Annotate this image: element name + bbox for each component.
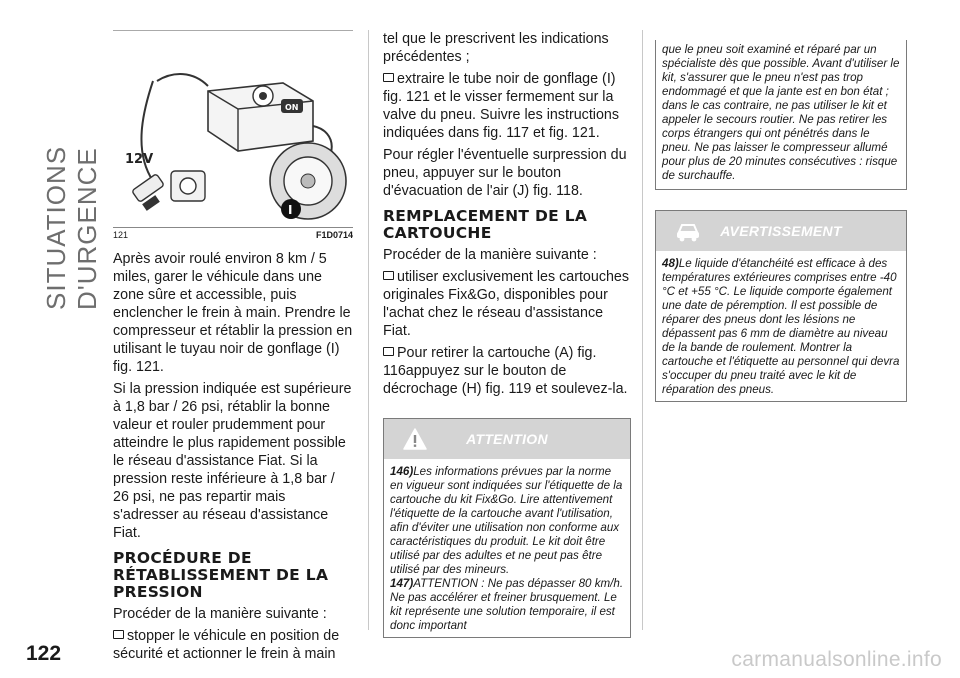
warning-content: [656, 251, 906, 401]
note-text: ATTENTION : Ne pas dépasser 80 km/h. Ne pas accélérer et freiner brusquement. Le kit représente une solution temporaire, il est donc important: [390, 577, 624, 632]
bullet-text: extraire le tube noir de gonflage (I) fig. 121 et le visser fermement sur la valve du pneu. Suivre les instructions indiquées dans fig. 117 et fig. 121.: [383, 71, 620, 141]
attention-item: [390, 465, 624, 577]
watermark: carmanualsonline.info: [731, 648, 942, 671]
note-number: 48): [662, 257, 679, 270]
paragraph: Procéder de la manière suivante :: [383, 247, 597, 263]
checkbox-bullet-icon: [383, 271, 394, 280]
car-icon: [674, 219, 702, 243]
figure-code: F1D0714: [315, 230, 353, 240]
note-number: 146): [390, 465, 414, 478]
label-12v: 12V: [125, 152, 154, 167]
figure-number: 121: [113, 230, 129, 240]
attention-continuation-box: [655, 40, 907, 190]
checkbox-bullet-icon: [383, 347, 394, 356]
note-text: que le pneu soit examiné et réparé par un spécialiste dès que possible. Avant d'utiliser le kit, s'assurer que le pneu n'est pas trop endommagé et que la jante est en bon état ; dans le cas contraire, ne pas utiliser le kit et appeler le secours routier. Ne pas retirer les corps étrangers qui ont pénétrés dans le pneu. Ne pas laisser le compresseur allumé pour plus de 20 minutes consécutives : risque de surchauffe.: [662, 43, 900, 182]
paragraph: tel que le prescrivent les indications précédentes ;: [383, 31, 609, 65]
column-2: [383, 30, 631, 638]
note-text: Le liquide d'étanchéité est efficace à des températures extérieures comprises entre -40 °C et +55 °C. Le liquide comporte également une date de péremption. Il est possible de réparer des pneus dont les lésions ne dépassent pas 6 mm de diamètre au niveau de la bande de roulement. Montrer la cartouche et l'étiquette au personnel qui devra s'occuper du pneu traité avec le kit de réparation des pneus.: [662, 257, 900, 396]
figure-compressor: [113, 30, 353, 227]
page-number: 122: [26, 642, 62, 665]
checkbox-bullet-icon: [113, 630, 124, 639]
column-divider: [642, 30, 643, 630]
attention-item: [390, 577, 624, 633]
bullet-item: [383, 268, 631, 340]
note-number: 147): [390, 577, 414, 590]
attention-box: [383, 418, 631, 638]
bullet-item: [383, 344, 631, 398]
figure-caption: [113, 227, 353, 240]
note-text: Les informations prévues par la norme en vigueur sont indiquées sur l'étiquette de la cartouche du kit Fix&Go. Lire attentivement l'étiquette de la cartouche avant l'utilisation, afin d'éviter une utilisation non conforme aux caractéristiques du produit. Le kit doit être utilisé par des adultes et ne peut pas être utilisé par des mineurs.: [390, 465, 623, 576]
warning-label: AVERTISSEMENT: [720, 223, 842, 239]
warning-header: [656, 211, 906, 251]
paragraph: Après avoir roulé environ 8 km / 5 miles, garer le véhicule dans une zone sûre et accessible, puis enclencher le frein à main. Prendre le compresseur et rétablir la pression en utilisant le tuyau noir de gonflage (I) fig. 121.: [113, 251, 353, 375]
compressor-illustration: [113, 31, 353, 227]
attention-header: [384, 419, 630, 459]
column-3: [655, 40, 907, 402]
bullet-text: utiliser exclusivement les cartouches originales Fix&Go, disponibles pour l'achat chez le réseau d'assistance Fiat.: [383, 269, 630, 339]
warning-triangle-icon: [402, 427, 428, 451]
checkbox-bullet-icon: [383, 73, 394, 82]
attention-label: ATTENTION: [466, 431, 548, 447]
warning-box: [655, 210, 907, 402]
label-on: ON: [285, 103, 299, 112]
bullet-text: Pour retirer la cartouche (A) fig. 116appuyez sur le bouton de décrochage (H) fig. 119 et soulevez-la.: [383, 345, 628, 397]
paragraph: Si la pression indiquée est supérieure à 1,8 bar / 26 psi, rétablir la bonne valeur et rouler prudemment pour atteindre le plus rapidement possible le réseau d'assistance Fiat. Si la pression reste inférieure à 1,8 bar / 26 psi, ne pas repartir mais s'adresser au réseau d'assistance Fiat.: [113, 381, 352, 541]
paragraph: Procéder de la manière suivante :: [113, 606, 327, 622]
label-i-marker: I: [288, 203, 293, 217]
chapter-title-text: SITUATIONS D'URGENCE: [41, 145, 102, 310]
paragraph: Pour régler l'éventuelle surpression du pneu, appuyer sur le bouton d'évacuation de l'air (J) fig. 118.: [383, 147, 627, 199]
column-1: [113, 30, 353, 667]
bullet-text: stopper le véhicule en position de sécurité et actionner le frein à main: [113, 628, 340, 662]
bullet-item: [383, 70, 631, 142]
section-heading: REMPLACEMENT DE LA CARTOUCHE: [383, 207, 588, 242]
column-divider: [368, 30, 369, 630]
attention-content: [384, 459, 630, 637]
chapter-side-title: [41, 20, 102, 310]
bullet-item: [113, 627, 353, 663]
section-heading: PROCÉDURE DE RÉTABLISSEMENT DE LA PRESSION: [113, 549, 329, 601]
warning-item: [662, 257, 900, 397]
